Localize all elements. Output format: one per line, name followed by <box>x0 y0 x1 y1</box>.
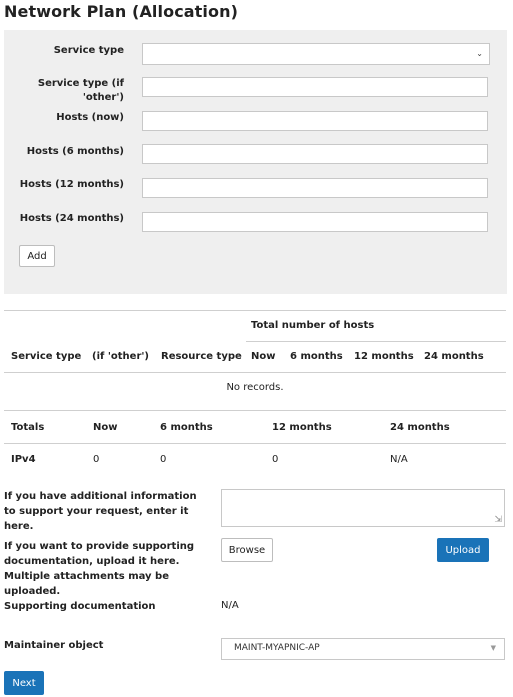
col-if-other: (if 'other') <box>92 351 150 362</box>
supporting-docs-value: N/A <box>221 600 239 611</box>
totals-col-now: Now <box>93 422 118 433</box>
totals-col-12-months: 12 months <box>272 422 332 433</box>
col-12-months: 12 months <box>354 351 414 362</box>
col-resource-type: Resource type <box>161 351 242 362</box>
page-title: Network Plan (Allocation) <box>4 2 238 21</box>
hosts-24-months-label: Hosts (24 months) <box>19 213 124 224</box>
hosts-24-months-input[interactable] <box>142 212 488 232</box>
resize-handle-icon[interactable]: ⇲ <box>494 515 502 525</box>
service-type-other-label: Service type (if 'other') <box>37 78 124 103</box>
service-type-label: Service type <box>53 45 124 56</box>
totals-12-months-value: 0 <box>272 454 279 465</box>
additional-info-label: If you have additional information to support your request, enter it here. <box>4 491 197 532</box>
chevron-down-icon: ⌄ <box>476 49 483 58</box>
totals-24-months-value: N/A <box>390 454 408 465</box>
group-header-divider <box>246 341 506 342</box>
service-type-other-input[interactable] <box>142 77 488 97</box>
hosts-6-months-input[interactable] <box>142 144 488 164</box>
totals-col-24-months: 24 months <box>390 422 450 433</box>
service-type-select[interactable] <box>142 43 490 65</box>
maintainer-select[interactable] <box>221 638 505 660</box>
totals-header-divider <box>4 443 506 444</box>
chevron-down-icon: ▼ <box>490 644 496 652</box>
hosts-12-months-input[interactable] <box>142 178 488 198</box>
header-divider <box>4 372 506 373</box>
service-entry-panel <box>4 30 507 294</box>
empty-records-message: No records. <box>226 382 284 393</box>
total-hosts-group-header: Total number of hosts <box>251 320 375 331</box>
totals-col-6-months: 6 months <box>160 422 213 433</box>
supporting-docs-label: Supporting documentation <box>4 601 156 612</box>
upload-instructions-label: If you want to provide supporting documentation, upload it here. Multiple attachments may be uploaded. <box>4 541 195 597</box>
col-service-type: Service type <box>11 351 82 362</box>
hosts-now-label: Hosts (now) <box>56 112 124 123</box>
maintainer-label: Maintainer object <box>4 640 104 651</box>
browse-button[interactable]: Browse <box>221 538 273 562</box>
next-button[interactable]: Next <box>4 671 44 695</box>
totals-top-divider <box>4 410 506 411</box>
col-24-months: 24 months <box>424 351 484 362</box>
col-6-months: 6 months <box>290 351 343 362</box>
hosts-12-months-label: Hosts (12 months) <box>19 179 124 190</box>
table-top-divider <box>4 310 506 311</box>
hosts-6-months-label: Hosts (6 months) <box>26 146 124 157</box>
totals-col-label: Totals <box>11 422 45 433</box>
maintainer-selected-value: MAINT-MYAPNIC-AP <box>234 643 320 653</box>
totals-6-months-value: 0 <box>160 454 167 465</box>
hosts-now-input[interactable] <box>142 111 488 131</box>
col-now: Now <box>251 351 276 362</box>
upload-button[interactable]: Upload <box>437 538 489 562</box>
additional-info-textarea[interactable] <box>221 489 505 527</box>
totals-now-value: 0 <box>93 454 100 465</box>
add-button[interactable]: Add <box>19 245 55 267</box>
totals-row-label: IPv4 <box>11 454 36 465</box>
